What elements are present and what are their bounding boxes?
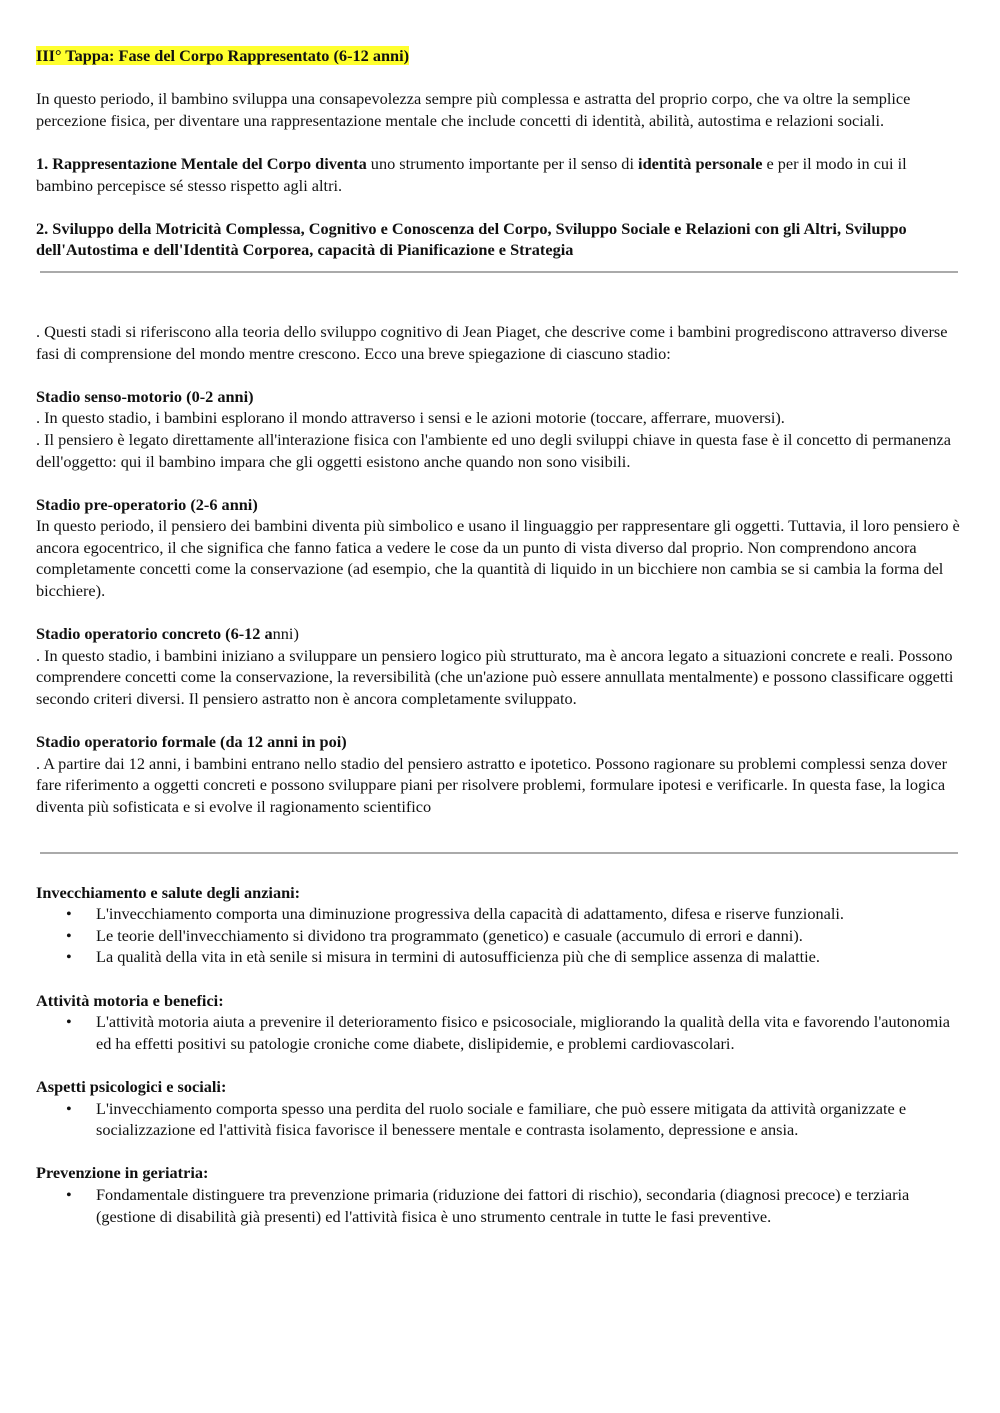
- prevention-list: [36, 1184, 961, 1227]
- bullet-icon: •: [66, 1184, 72, 1204]
- sensorimotor-heading-text: Stadio senso-motorio (0-2 anni): [36, 386, 254, 406]
- preoperational-heading: [36, 494, 961, 516]
- activity-heading: [36, 990, 961, 1012]
- prevention-heading-text: Prevenzione in geriatria:: [36, 1163, 209, 1183]
- health-heading-text: Invecchiamento e salute degli anziani:: [36, 882, 301, 902]
- bullet-icon: •: [66, 1012, 72, 1032]
- bullet-icon: •: [66, 947, 72, 967]
- list-item-text: Fondamentale distinguere tra prevenzione primaria (riduzione dei fattori di rischio), secondaria (diagnosi precoce) e terziaria (gestione di disabilità già presenti) ed l'attività fisica è uno strumento centrale in tutte le fasi preventive.: [96, 1184, 910, 1226]
- stage-intro: In questo periodo, il bambino sviluppa una consapevolezza sempre più complessa e astratta del proprio corpo, che va oltre la semplice percezione fisica, per diventare una rappresentazione mentale che include concetti di identità, abilità, autostima e relazioni sociali.: [36, 89, 911, 130]
- preoperational-heading-text: Stadio pre-operatorio (2-6 anni): [36, 494, 258, 514]
- psych-list: [36, 1098, 961, 1141]
- psych-heading: [36, 1076, 961, 1098]
- list-item: [36, 1184, 961, 1227]
- sensorimotor-heading: [36, 386, 961, 408]
- health-heading: [36, 882, 961, 904]
- bullet-icon: •: [66, 904, 72, 924]
- formal-text: . A partire dai 12 anni, i bambini entrano nello stadio del pensiero astratto e ipotetico. Possono ragionare su problemi complessi senza dover fare riferimento a oggetti concreti e possono sviluppare piani per risolvere problemi, formulare ipotesi e verificarle. In questa fase, la logica diventa più sofisticata e si evolve il ragionamento scientifico: [36, 753, 948, 816]
- psych-heading-text: Aspetti psicologici e sociali:: [36, 1076, 227, 1096]
- list-item: [36, 925, 961, 947]
- highlighted-title: III° Tappa: Fase del Corpo Rappresentato (6-12 anni): [36, 46, 410, 65]
- health-list: [36, 903, 961, 968]
- concrete-text: . In questo stadio, i bambini iniziano a sviluppare un pensiero logico più strutturato, ma è ancora legato a situazioni concrete e reali. Possono comprendere concetti come la conservazione, la reversibilità (che un'azione può essere annullata mentalmente) e possono classificare oggetti secondo criteri diversi. Il pensiero astratto non è ancora completamente sviluppato.: [36, 645, 954, 709]
- bullet-icon: •: [66, 1098, 72, 1118]
- formal-heading: [36, 731, 961, 753]
- point-1-text-b: e per il modo in cui il bambino percepisce sé stesso rispetto agli altri.: [36, 153, 907, 195]
- sensorimotor-line-1: . In questo stadio, i bambini esplorano il mondo attraverso i sensi e le azioni motorie (toccare, afferrare, muoversi).: [36, 408, 785, 428]
- concrete-heading-rest: nni): [272, 624, 299, 644]
- list-item: [36, 1098, 961, 1141]
- point-1-bold-mid: identità personale: [638, 153, 763, 173]
- list-item: [36, 1011, 961, 1054]
- sensorimotor-line-2: . Il pensiero è legato direttamente all'interazione fisica con l'ambiente ed uno degli sviluppi chiave in questa fase è il concetto di permanenza dell'oggetto: qui il bambino impara che gli oggetti esistono anche quando non sono visibili.: [36, 429, 952, 471]
- concrete-heading: [36, 623, 961, 645]
- list-item: [36, 946, 961, 968]
- point-1-text-a: uno strumento importante per il senso di: [366, 153, 639, 173]
- bullet-icon: •: [66, 925, 72, 945]
- document-page: [36, 45, 961, 1227]
- stage-point-1: [36, 153, 961, 196]
- list-item-text: Le teorie dell'invecchiamento si dividono tra programmato (genetico) e casuale (accumulo di errori e danni).: [96, 925, 803, 945]
- activity-heading-text: Attività motoria e benefici:: [36, 990, 224, 1010]
- list-item-text: L'invecchiamento comporta spesso una perdita del ruolo sociale e familiare, che può essere mitigata da attività organizzate e socializzazione ed l'attività fisica favorisce il benessere mentale e contrasta isolamento, depressione e ansia.: [96, 1098, 907, 1140]
- point-1-lead: 1. Rappresentazione Mentale del Corpo diventa: [36, 153, 367, 173]
- point-2-text: 2. Sviluppo della Motricità Complessa, Cognitivo e Conoscenza del Corpo, Sviluppo Sociale e Relazioni con gli Altri, Sviluppo dell'Autostima e dell'Identità Corporea, capacità di Pianificazione e Strategia: [36, 218, 907, 260]
- preoperational-text: In questo periodo, il pensiero dei bambini diventa più simbolico e usano il linguaggio per rappresentare gli oggetti. Tuttavia, il loro pensiero è ancora egocentrico, il che significa che fanno fatica a vedere le cose da un punto di vista diverso dal proprio. Non comprendono ancora completamente concetti come la conservazione (ad esempio, che la quantità di liquido in un bicchiere non cambia se si cambia la forma del bicchiere).: [36, 516, 960, 601]
- list-item-text: L'invecchiamento comporta una diminuzione progressiva della capacità di adattamento, difesa e riserve funzionali.: [96, 904, 844, 924]
- piaget-intro: . Questi stadi si riferiscono alla teoria dello sviluppo cognitivo di Jean Piaget, che descrive come i bambini progrediscono attraverso diverse fasi di comprensione del mondo mentre crescono. Ecco una breve spiegazione di ciascuno stadio:: [36, 321, 948, 363]
- concrete-heading-bold: Stadio operatorio concreto (6-12 a: [36, 624, 273, 644]
- stage-title: [36, 45, 961, 67]
- list-item-text: La qualità della vita in età senile si misura in termini di autosufficienza più che di semplice assenza di malattie.: [96, 947, 820, 967]
- activity-list: [36, 1011, 961, 1054]
- prevention-heading: [36, 1162, 961, 1184]
- list-item-text: L'attività motoria aiuta a prevenire il deterioramento fisico e psicosociale, migliorando la qualità della vita e favorendo l'autonomia ed ha effetti positivi su patologie croniche come diabete, dislipidemie, e problemi cardiovascolari.: [96, 1012, 950, 1053]
- stage-point-2: [36, 218, 961, 261]
- list-item: [36, 903, 961, 925]
- formal-heading-text: Stadio operatorio formale (da 12 anni in poi): [36, 732, 347, 752]
